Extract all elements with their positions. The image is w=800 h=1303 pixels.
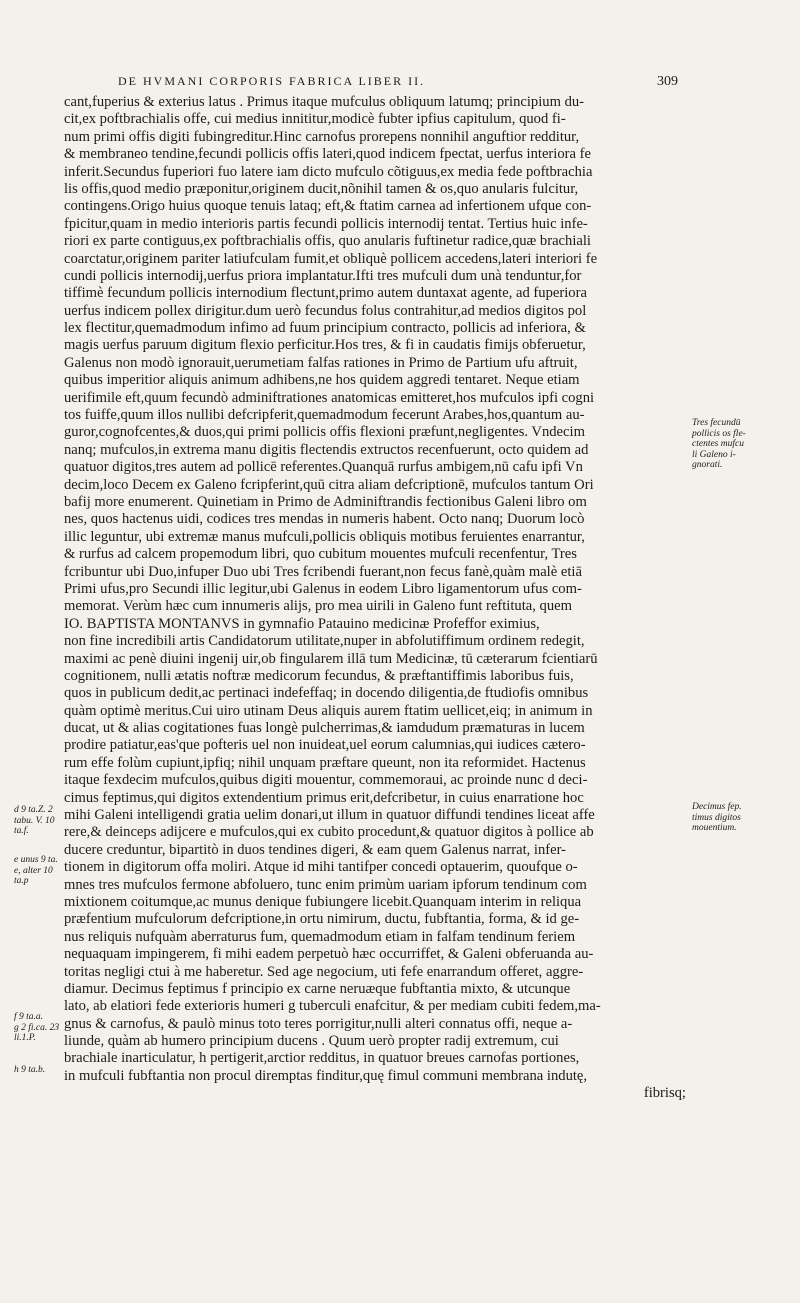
margin-note-left-2 (14, 855, 58, 887)
text-line: illic leguntur, ubi extremæ manus mufculi,pollicis obliquis motibus feruientes enarrantur, (64, 528, 585, 545)
text-line: quatuor digitos,tres autem ad pollicē referentes.Quanquā rurfus ambigem,nū cafu ipfi Vn (64, 459, 583, 476)
main-text-block (64, 94, 686, 1103)
margin-note-line: mouentium. (692, 823, 737, 833)
text-line: non fine incredibili artis Candidatorum utilitate,nuper in abfolutiffimum ordinem redegit, (64, 633, 585, 650)
margin-note-line: li.1.P. (14, 1033, 36, 1043)
text-line: lex flectitur,quemadmodum infimo ad fuum principium contracto, pollicis ad inferiora, & (64, 320, 586, 337)
text-line: quos in publicum dedit,ac pertinaci indefeffaq; in docendo diligentia,de ftudiofis omnibus (64, 685, 589, 702)
text-line: toritas negligi ctui à me haberetur. Sed age negocium, uti fefe enarrandum offeret, aggre- (64, 963, 584, 980)
margin-note-line: timus digitos (692, 812, 741, 823)
running-title: DE HVMANI CORPORIS FABRICA LIBER II. (118, 74, 426, 88)
text-line: cant,fuperius & exterius latus . Primus itaque mufculus obliquum latumq; principium du- (64, 94, 585, 110)
text-line: Galenus non modò ignorauit,uerumetiam falfas rationes in Primo de Partium ufu aftruit, (64, 354, 578, 371)
text-line: nes, quos hactenus uidi, codices tres mendas in numeris habent. Octo nanq; Duorum locò (64, 511, 585, 528)
text-line: prodire patiatur,eas'que pofteris uel non inuideat,uel eorum calumnias,qui iudices cætero- (64, 737, 586, 754)
text-line: diamur. Decimus feptimus f principio ex carne neruæque fubftantia mixto, & utcunque (64, 980, 571, 997)
text-line: coarctatur,originem pariter latiufculam fumit,et obliquè pollicem accedens,lateri interiori fe (64, 250, 598, 267)
margin-note-line: d 9 ta.Z. 2 (14, 805, 53, 815)
margin-note-line: g 2 fi.ca. 23 (14, 1022, 60, 1033)
text-line: cimus feptimus,qui digitos extendentium primus erit,defcribetur, in cuius enarratione hoc (64, 789, 584, 806)
margin-note-line: e, alter 10 (14, 865, 53, 876)
text-line: tionem in digitorum offa moliri. Atque id mihi tantifper concedi optauerim, quoufque o- (64, 859, 578, 876)
text-line: rum effe folùm cupiunt,ipfiq; nihil unquam præftare queunt, non ita reformidet. Hactenus (64, 754, 586, 771)
text-line: mixtionem coitumque,ac munus denique fubiungere licebit.Quanquam interim in reliqua (64, 893, 582, 910)
folio-number: 309 (657, 74, 678, 89)
margin-note-right-2 (692, 802, 742, 834)
margin-note-line: ctentes mufcu (692, 439, 744, 449)
text-line: ducere creduntur, bipartitò in duos tendines digeri, & eam quem Galenus narrat, infer- (64, 841, 567, 858)
text-line: & membraneo tendine,fecundi pollicis offis lateri,quod indicem fpectat, uerfus interiora fe (64, 146, 591, 163)
text-line: uerifimile eft,quum fecundò adminiftrationes anatomicas emitteret,hos mufculos ipfi cogni (64, 389, 595, 406)
text-line: num primi offis digiti fubingreditur.Hinc carnofus prorepens nonnihil anguftior redditur, (64, 128, 580, 145)
text-line: fpicitur,quam in medio interioris partis fecundi pollicis internodij tentat. Tertius huic infe- (64, 215, 588, 232)
text-line: cognitionem, nulli ætatis noftræ medicorum fecundus, & præftantiffimis laboribus fuis, (64, 667, 574, 684)
text-line: mnes tres mufculos fermone abfoluero, tunc enim primùm uariam ipforum tendinum com (64, 876, 587, 893)
text-line: tos fuiffe,quum illos nullibi defcripferit,quemadmodum fecerunt Arabes,hos,quantum au- (64, 407, 585, 424)
catchword: fibrisq; (643, 1085, 686, 1102)
text-line: quibus imperitior aliquis animum adhibens,ne hos quidem aggredi tentaret. Neque etiam (64, 372, 580, 389)
text-line: mihi Galeni intelligendi gratia uelim donari,ut illum in quatuor diffundi tendines liceat affe (64, 807, 595, 824)
text-line: nanq; mufculos,in extrema manu digitis flectendis extructos recenfuerunt, octo quidem ad (64, 441, 589, 458)
text-line: IO. BAPTISTA MONTANVS in gymnafio Patauino medicinæ Profeffor eximius, (64, 615, 540, 632)
text-line: inferit.Secundus fuperiori fuo latere iam dicto mufculo cõtiguus,ex media fede poftbrachia (64, 163, 593, 180)
text-line: præfentium mufculorum defcriptione,in ortu nimirum, ductu, fubftantia, forma, & id ge- (64, 911, 580, 928)
text-line: nus reliquis nufquàm aberraturus fum, quemadmodum etiam in falfam tendinum feriem (64, 928, 576, 945)
text-line: itaque fexdecim mufculos,quibus digiti mouentur, commemoraui, ac proinde nunc d deci- (64, 772, 588, 789)
margin-note-line: ta.f. (14, 826, 29, 836)
margin-note-left-4 (14, 1065, 45, 1076)
margin-note-line: pollicis os fle- (692, 428, 746, 439)
text-line: brachiale inarticulatur, h pertigerit,arctior redditus, in quatuor breues carnofas portiones, (64, 1050, 580, 1067)
text-line: decim,loco Decem ex Galeno fcripferint,quū citra aliam defcriptionē, mufculos tantum Ori (64, 476, 594, 493)
margin-note-line: li Galeno i- (692, 449, 736, 460)
margin-note-right-1 (692, 418, 746, 471)
running-header (118, 74, 678, 90)
text-line: rere,& deinceps adijcere e mufculos,qui ex cubito procedunt,& quatuor digitos à pollice ab (64, 824, 594, 841)
text-line: liunde, quàm ab humero principium ducens . Quum uerò propter radij extremum, cui (64, 1033, 559, 1050)
text-line: uerfus indicem pollex dirigitur.dum uerò fecundus folus contrahitur,ad medios digitos pol (64, 302, 587, 319)
text-line: maximi ac penè diuini ingenij uir,ob fingularem illā tum Medicinæ, tū cæterarum fcientiarū (64, 650, 598, 667)
margin-note-line: ta.p (14, 876, 29, 886)
text-line: cundi pollicis internodij,uerfus priora implantatur.Ifti tres mufculi dum unà tenduntur,for (64, 267, 582, 284)
text-line: lis offis,quod medio præponitur,originem ducit,nõnihil tamen & os,quo anularis fulcitur, (64, 180, 579, 197)
margin-note-line: Decimus fep. (692, 802, 742, 812)
margin-note-line: h 9 ta.b. (14, 1065, 46, 1075)
margin-note-line: f 9 ta.a. (14, 1012, 44, 1022)
margin-note-line: e unus 9 ta. (14, 855, 58, 865)
text-line: Primi ufus,pro Secundi illic legitur,ubi Galenus in eodem Libro ligamentorum ufus com- (64, 580, 582, 597)
text-line: memorat. Verùm hæc cum innumeris alijs, pro mea uirili in Galeno funt reftituta, quem (64, 598, 572, 615)
margin-note-left-3 (14, 1012, 59, 1044)
text-line: guror,cognofcentes,& duos,qui primi pollicis offis flexioni præfunt,negligentes. Vndecim (64, 424, 585, 441)
text-line: contingens.Origo huius quoque tenuis lataq; eft,& ftatim carnea ad infertionem ufque con- (64, 198, 592, 215)
text-line: bafij more enumerent. Quinetiam in Primo de Adminiftrandis fectionibus Galeni libro om (64, 493, 587, 510)
text-line: quàm optimè meritus.Cui uiro utinam Deus aliquis aurem ftatim uellicet,eiq; in animum in (64, 702, 593, 719)
text-line: lato, ab elatiori fede exterioris humeri g tuberculi enafcitur, & per mediam cubiti fedem,ma- (64, 998, 601, 1015)
margin-note-line: tabu. V. 10 (14, 815, 55, 826)
text-line: ducat, ut & alias cogitationes fuas longè pulcherrimas,& iamdudum præmaturas in lucem (64, 720, 585, 737)
margin-note-line: gnorati. (692, 460, 723, 470)
text-line: nequaquam impingerem, fi mihi eadem perpetuò hæc occurriffet, & Galeni obferuanda au- (64, 946, 594, 963)
text-line: & rurfus ad calcem propemodum libri, quo cubitum mouentes mufculi recenfentur, Tres (64, 546, 577, 563)
text-line: fcribuntur ubi Duo,infuper Duo ubi Tres fcribendi fuerant,non fecus fanè,quàm malè etiā (64, 563, 582, 580)
text-line: tiffimè fecundum pollicis internodium flectunt,primo autem duntaxat agente, ad fuperiora (64, 285, 587, 302)
margin-note-line: Tres fecundū (692, 418, 741, 428)
text-line: magis uerfus paruum digitum flexio perficitur.Hos tres, & fi in caudatis fimijs obferuetur, (64, 337, 586, 354)
margin-note-left-1 (14, 805, 54, 837)
text-line: riori ex parte contiguus,ex poftbrachialis offis, quo anularis fuftinetur radice,quæ brachiali (64, 233, 591, 250)
text-line: gnus & carnofus, & paulò minus toto teres porrigitur,nulli alteri connatus offi, neque a- (64, 1015, 573, 1032)
text-line: cit,ex poftbrachialis offe, cui medius innititur,modicè fubter ipfius capitulum, quod fi- (64, 111, 566, 128)
text-line: in mufculi fubftantia non procul diremptas finditur,quę fimul communi membrana indutę, (64, 1067, 588, 1084)
